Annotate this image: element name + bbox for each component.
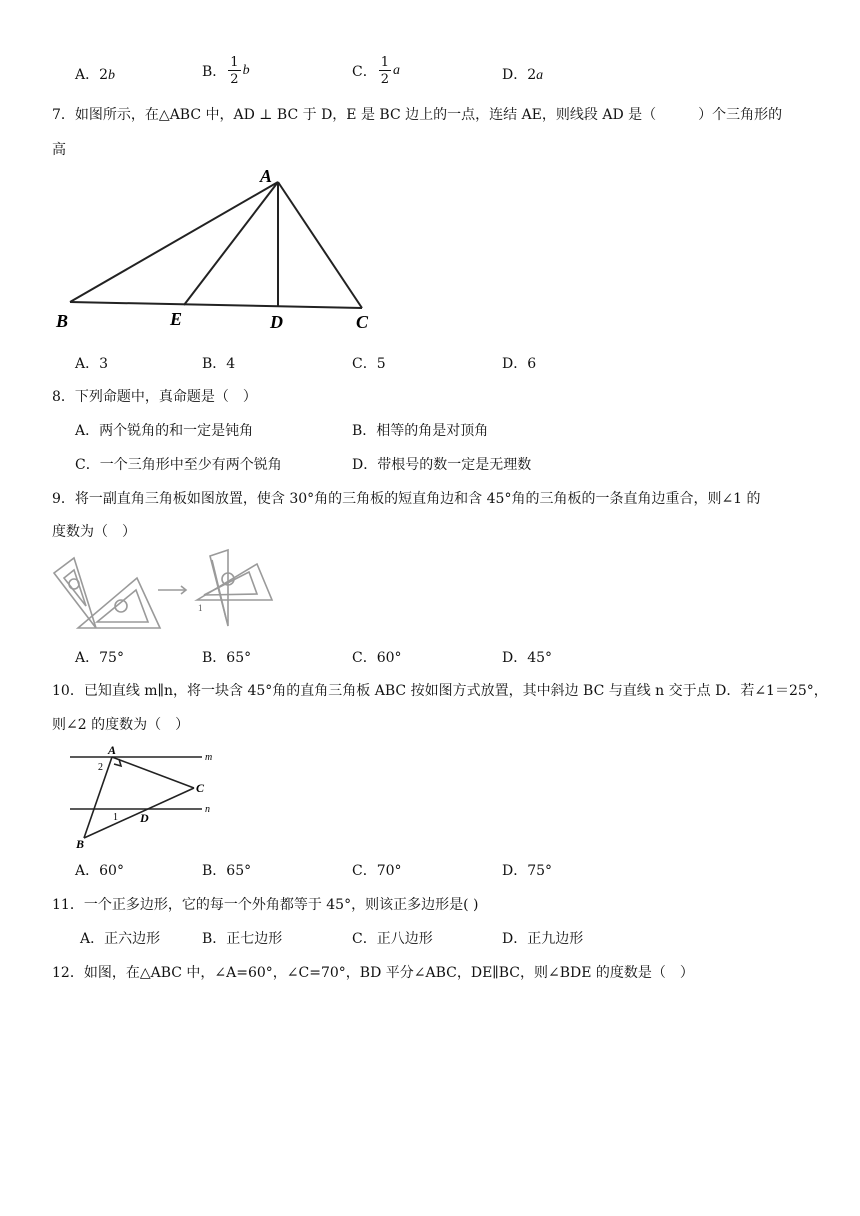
- angle-1-label: 1: [113, 812, 118, 823]
- q8-stem: 8．下列命题中，真命题是（ ）: [52, 389, 257, 405]
- segment-bc: [70, 302, 362, 308]
- label-m: m: [205, 752, 213, 763]
- right-angle-mark: [114, 759, 121, 766]
- segment-ac: [278, 182, 362, 308]
- q11-option-b: B．正七边形: [202, 931, 283, 947]
- q9-option-d: D．45°: [502, 650, 553, 666]
- q12-stem: 12．如图，在△ABC 中，∠A=60°，∠C=70°，BD 平分∠ABC，DE∥BC，则∠BDE 的度数是（ ）: [52, 965, 694, 981]
- q8-option-d: D．带根号的数一定是无理数: [352, 457, 532, 473]
- fraction: $\frac{1}{2}$: [380, 55, 389, 87]
- q7-option-d: D．6: [502, 356, 537, 372]
- q9-stem-line2: 度数为（ ）: [52, 524, 136, 540]
- label-a: A: [260, 166, 273, 186]
- segment-bc: [84, 788, 194, 838]
- label-b: B: [76, 837, 85, 850]
- q10-option-a: A．60°: [75, 863, 124, 879]
- q7-option-b: B．4: [202, 356, 236, 372]
- segment-ac: [112, 757, 194, 788]
- q11-option-d: D．正九边形: [502, 931, 584, 947]
- q6-option-d: D．2a: [502, 67, 544, 83]
- q10-option-b: B．65°: [202, 863, 252, 879]
- q10-stem-line1: 10．已知直线 m∥n，将一块含 45°角的直角三角板 ABC 按如图方式放置，其中斜边 BC 与直线 n 交于点 D．若∠1＝25°，: [52, 683, 828, 699]
- q7-triangle-figure: [52, 162, 382, 337]
- label-c: C: [196, 781, 205, 795]
- q9-set-squares-figure: [52, 548, 277, 633]
- angle-2-label: 2: [98, 762, 103, 773]
- label-c: C: [356, 312, 369, 332]
- q6-option-a: A．2b: [75, 67, 116, 83]
- q6-option-c: C． $\frac{1}{2}$ a: [352, 55, 400, 87]
- q10-option-d: D．75°: [502, 863, 553, 879]
- q9-stem-line1: 9．将一副直角三角板如图放置，使含 30°角的三角板的短直角边和含 45°角的三角板的一条直角边重合，则∠1 的: [52, 491, 761, 507]
- q11-option-c: C．正八边形: [352, 931, 433, 947]
- fraction: $\frac{1}{2}$: [230, 55, 239, 87]
- label-a: A: [108, 743, 117, 757]
- q8-option-b: B．相等的角是对顶角: [352, 423, 489, 439]
- q11-option-a: A．正六边形: [80, 931, 161, 947]
- q9-option-b: B．65°: [202, 650, 252, 666]
- q9-option-a: A．75°: [75, 650, 124, 666]
- label-d: D: [270, 312, 283, 332]
- set-square-hole-icon: [69, 579, 79, 589]
- label-d: D: [140, 811, 149, 825]
- q11-stem: 11．一个正多边形，它的每一个外角都等于 45°，则该正多边形是( ): [52, 897, 479, 913]
- q8-option-a: A．两个锐角的和一定是钝角: [75, 423, 254, 439]
- q6-option-b: B． $\frac{1}{2}$ b: [202, 55, 250, 87]
- label-b: B: [56, 311, 69, 331]
- q7-stem-line1: 7．如图所示，在△ABC 中，AD ⊥ BC 于 D，E 是 BC 边上的一点，连结 AE，则线段 AD 是（ ）个三角形的: [52, 107, 783, 123]
- segment-ab: [70, 182, 278, 302]
- label-e: E: [170, 309, 183, 329]
- q7-stem-line2: 高: [52, 142, 66, 158]
- q9-option-c: C．60°: [352, 650, 402, 666]
- segment-ae: [184, 182, 278, 305]
- angle-1-label: 1: [198, 603, 203, 613]
- q7-option-a: A．3: [75, 356, 109, 372]
- set-square-45-right-inner: [204, 572, 257, 595]
- label-n: n: [205, 804, 210, 815]
- q10-stem-line2: 则∠2 的度数为（ ）: [52, 717, 190, 733]
- q10-option-c: C．70°: [352, 863, 402, 879]
- q10-parallel-lines-figure: [62, 742, 222, 850]
- q7-option-c: C．5: [352, 356, 386, 372]
- q8-option-c: C．一个三角形中至少有两个锐角: [75, 457, 282, 473]
